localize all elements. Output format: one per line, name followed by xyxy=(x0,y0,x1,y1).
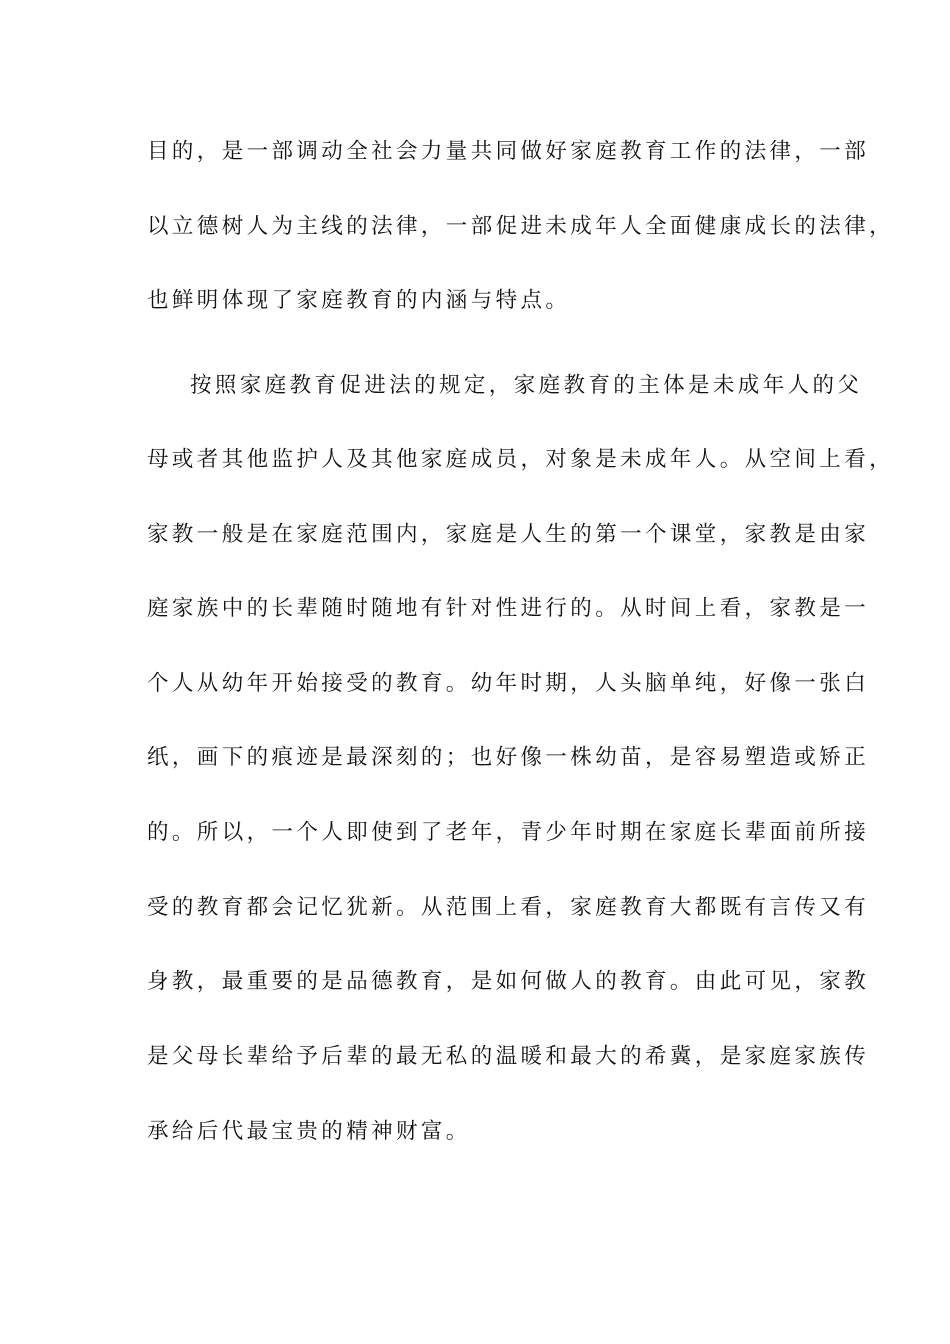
text-line: 母或者其他监护人及其他家庭成员，对象是未成年人。从空间上看， xyxy=(147,447,895,472)
text-line: 承给后代最宝贵的精神财富。 xyxy=(147,1119,471,1144)
text-line: 家教一般是在家庭范围内，家庭是人生的第一个课堂，家教是由家 xyxy=(147,522,870,547)
text-line: 也鲜明体现了家庭教育的内涵与特点。 xyxy=(147,288,571,313)
text-line: 目的，是一部调动全社会力量共同做好家庭教育工作的法律，一部 xyxy=(147,139,870,164)
text-line: 以立德树人为主线的法律，一部促进未成年人全面健康成长的法律， xyxy=(147,214,895,239)
text-line: 身教，最重要的是品德教育，是如何做人的教育。由此可见，家教 xyxy=(147,969,870,994)
text-line: 纸，画下的痕迹是最深刻的；也好像一株幼苗，是容易塑造或矫正 xyxy=(147,745,870,770)
text-line: 受的教育都会记忆犹新。从范围上看，家庭教育大都既有言传又有 xyxy=(147,895,870,920)
text-line: 按照家庭教育促进法的规定，家庭教育的主体是未成年人的父 xyxy=(190,373,863,398)
text-line: 个人从幼年开始接受的教育。幼年时期，人头脑单纯，好像一张白 xyxy=(147,671,870,696)
text-line: 是父母长辈给予后辈的最无私的温暖和最大的希冀，是家庭家族传 xyxy=(147,1044,870,1069)
text-line: 的。所以，一个人即使到了老年，青少年时期在家庭长辈面前所接 xyxy=(147,820,870,845)
text-line: 庭家族中的长辈随时随地有针对性进行的。从时间上看，家教是一 xyxy=(147,596,870,621)
